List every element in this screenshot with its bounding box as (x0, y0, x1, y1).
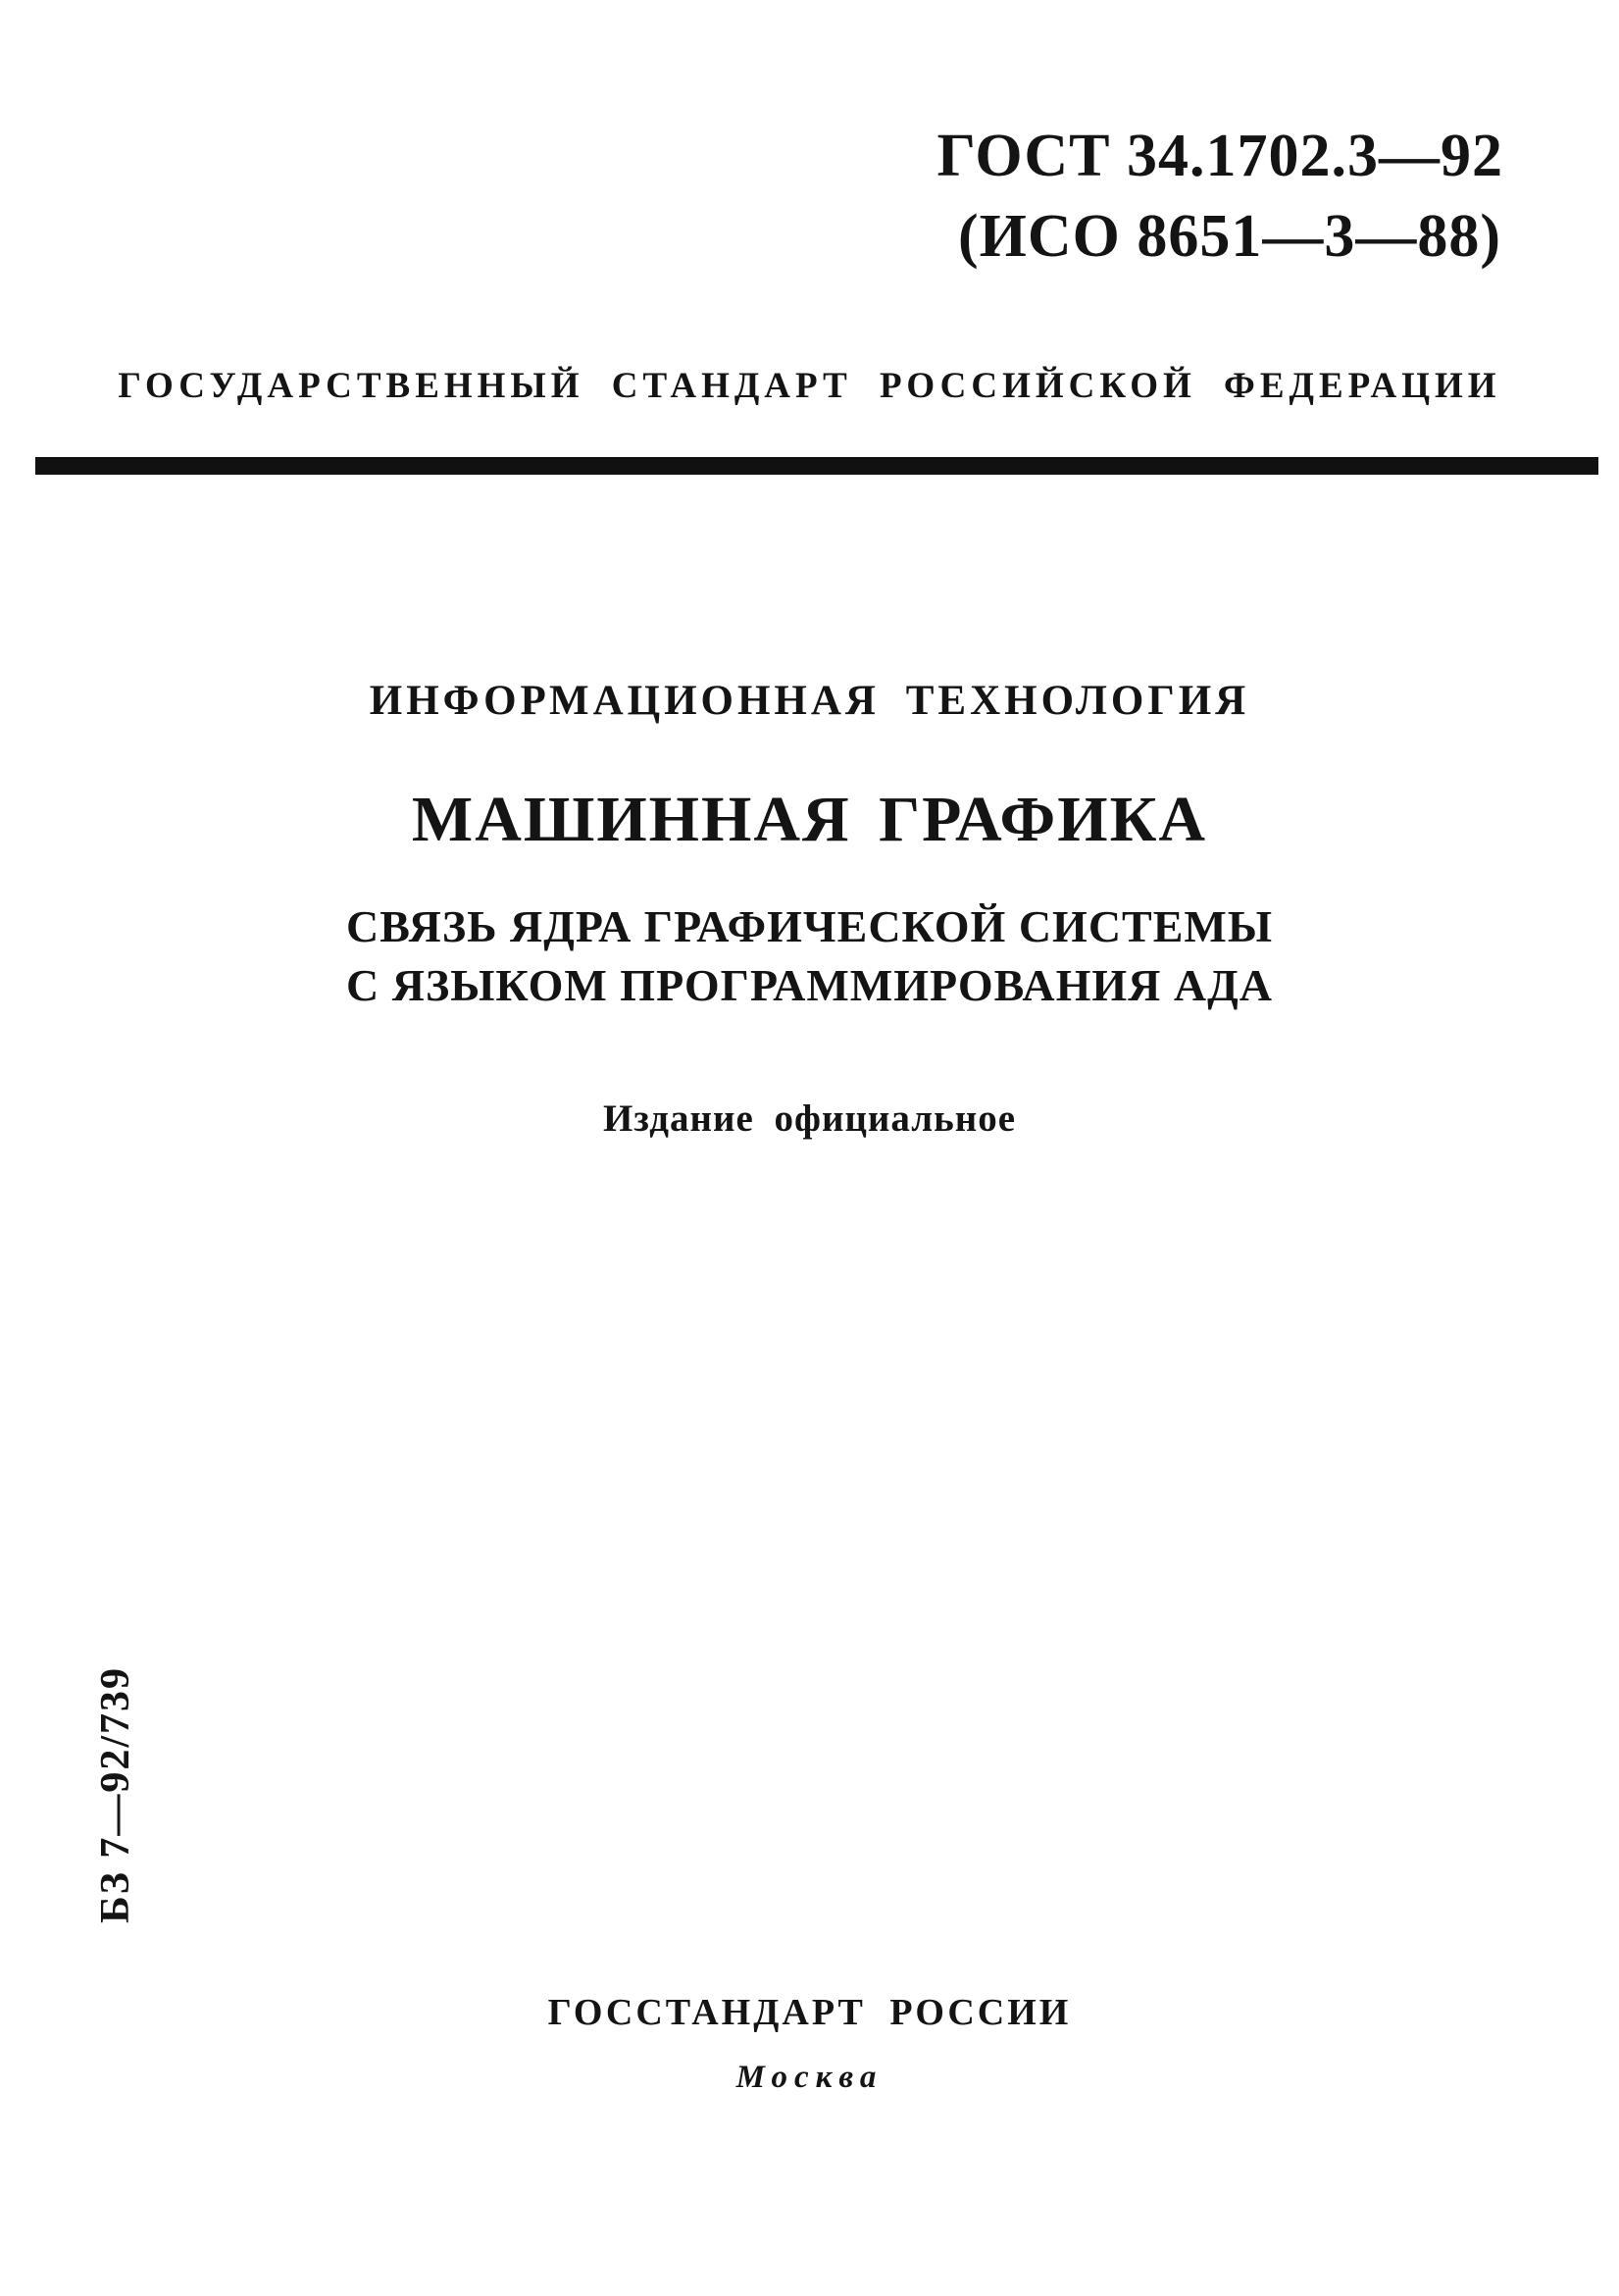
edition-label: Издание официальное (602, 1097, 1017, 1140)
subtitle-line-2: С ЯЗЫКОМ ПРОГРАММИРОВАНИЯ АДА (346, 960, 1273, 1010)
subtitle-line-1: СВЯЗЬ ЯДРА ГРАФИЧЕСКОЙ СИСТЕМЫ (345, 901, 1273, 951)
header-rule (35, 457, 1598, 475)
side-code: БЗ 7—92/739 (93, 1665, 138, 1924)
publisher: ГОССТАНДАРТ РОССИИ (547, 1992, 1072, 2033)
iso-number: (ИСО 8651—3—88) (957, 203, 1501, 270)
standard-number: ГОСТ 34.1702.3—92 (936, 123, 1503, 189)
subtitle (0, 897, 1619, 1015)
city: Москва (735, 2060, 884, 2095)
main-title: МАШИННАЯ ГРАФИКА (411, 784, 1208, 855)
standard-designation (936, 116, 1503, 277)
state-standard-heading: ГОСУДАРСТВЕННЫЙ СТАНДАРТ РОССИЙСКОЙ ФЕДЕРАЦИИ (118, 366, 1501, 406)
topic-heading: ИНФОРМАЦИОННАЯ ТЕХНОЛОГИЯ (369, 678, 1250, 724)
